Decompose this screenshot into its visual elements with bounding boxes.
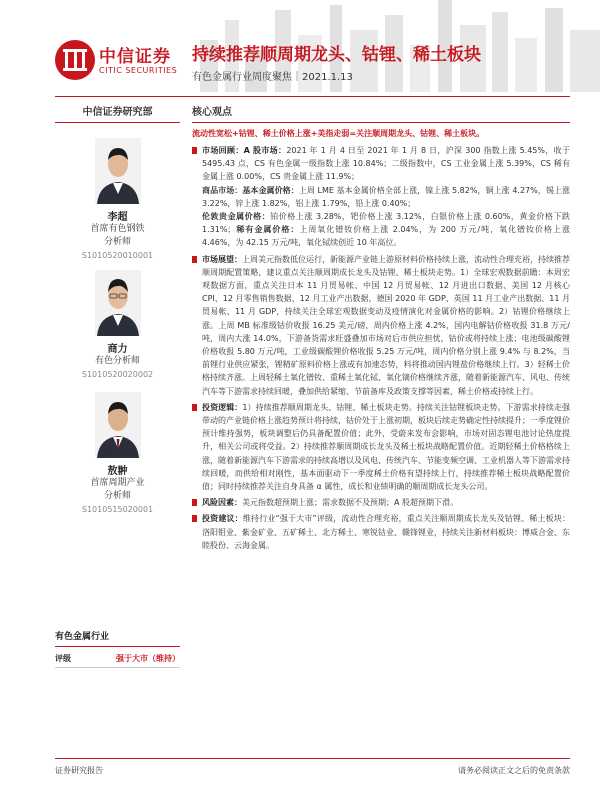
analyst-photo bbox=[95, 138, 141, 204]
investment-logic-label: 投资逻辑： bbox=[202, 402, 243, 412]
footer-report-type: 证券研究报告 bbox=[55, 766, 103, 775]
analyst-name: 敖翀 bbox=[107, 466, 128, 477]
rare-metal-text: 上周氧化镨钕价格上涨 2.04%，为 200 万元/吨，氧化镨钕价格上涨 4.46%，为 42.15 万元/吨，氧化铽续创近 10 年高位。 bbox=[202, 225, 570, 248]
analyst-photo bbox=[95, 392, 141, 458]
commodity-market-label: 商品市场：基本金属价格： bbox=[202, 185, 299, 195]
main-content bbox=[192, 103, 570, 552]
analyst-license-id: S1010515020001 bbox=[81, 505, 154, 514]
investment-advice-paragraph bbox=[192, 512, 570, 552]
analyst-license-id: S1010520010001 bbox=[81, 251, 154, 260]
footer-disclaimer: 请务必阅读正文之后的免责条款 bbox=[458, 766, 570, 775]
report-header bbox=[0, 0, 600, 92]
analyst-license-id: S1010520020002 bbox=[81, 370, 154, 379]
risk-factors-text: 美元指数超预期上涨；需求数据不及预期；A 股超预期下滑。 bbox=[242, 498, 459, 508]
stock-market-text: 2021 年 1 月 4 日至 2021 年 1 月 8 日，沪深 300 指数上涨 5.45%，收于 5495.43 点，CS 有色金属一级指数上涨 10.84%；二级指数中，CS 工业金属上涨 5.39%，CS 稀有金属上涨 0.00%，CS 贵金属上涨 11.9%； bbox=[202, 146, 570, 182]
analyst-photo bbox=[95, 270, 141, 336]
report-title: 持续推荐顺周期龙头、钴锂、稀土板块 bbox=[192, 45, 481, 65]
market-outlook-text: 上周美元指数低位运行，新能源产业链上游原材料价格持续上涨，流动性合理充裕，持续推荐顺周期配置策略，建议重点关注顺周期成长龙头及钴锂、稀土板块走势。1）全球宏观数据前瞻：本周宏观数据方面，重点关注日本 11 月贸易帐、中国 12 月贸易帐、12 月进出口数据、美国 12 月核心 CPI、12 月零售销售数据、12 月工业产出数据，德国 2020 年 GDP、英国 11 月工业产出数据、11 月贸易帐、11 月 GDP，持续关注全球宏观数据变动及疫情演化对金属价格的影响。2）钴锂价格继续上涨。上周 MB 标准级钴价收报 16.25 美元/磅，周内价格上涨 4.2%，国内电解钴价格收报 31.8 万元/吨，周内大涨 14.0%，下游备货需求旺盛叠加市场对后市供应担忧，钴价或将持续上涨；电池级碳酸锂价格收报 5.80 万元/吨，工业级碳酸锂价格收报 5.25 万元/吨，周内价格分别上涨 9.4% 与 8.2%，当前锂行业供应紧张，锂精矿原料价格上涨或有加速态势，料将推动国内锂盐价格继续上行。3）轻稀土价格持续齐涨。上周轻稀土氧化镨钕、重稀土氧化铽、氧化镝价格继续齐涨，随着新能源汽车、风电、传统汽车等下游需求持续回暖，叠加供给紧缩、节前备库及政策支撑等因素，稀土价格或持续上行。 bbox=[202, 254, 570, 396]
analyst-name: 李超 bbox=[107, 212, 128, 223]
footer-divider bbox=[55, 758, 570, 759]
brand-name-cn: 中信证券 bbox=[99, 47, 171, 67]
core-view-title: 核心观点 bbox=[192, 103, 570, 123]
commodity-market-paragraph bbox=[192, 184, 570, 210]
precious-metal-label: 伦敦贵金属价格： bbox=[202, 212, 271, 222]
precious-metal-text: 铂价格上涨 3.28%，钯价格上涨 3.12%，白银价格上涨 0.60%，黄金价格下跌 1.31%； bbox=[202, 212, 571, 235]
analyst-card bbox=[55, 138, 180, 262]
analyst-role: 首席周期产业 bbox=[90, 478, 145, 488]
analyst-role: 有色分析师 bbox=[94, 356, 140, 366]
market-outlook-label: 市场展望： bbox=[202, 254, 242, 264]
analyst-card bbox=[55, 392, 180, 516]
analyst-role: 分析师 bbox=[103, 237, 131, 247]
analyst-card bbox=[55, 270, 180, 381]
market-review-paragraph bbox=[192, 144, 570, 184]
risk-factors-label: 风险因素： bbox=[202, 498, 242, 508]
research-dept-title: 中信证券研究部 bbox=[55, 103, 180, 123]
citic-logo-icon bbox=[55, 40, 95, 80]
precious-metal-paragraph bbox=[192, 210, 570, 250]
report-subtitle: 有色金属行业周度聚焦｜2021.1.13 bbox=[192, 72, 353, 83]
analyst-name: 商力 bbox=[107, 344, 128, 355]
rating-label: 评级 bbox=[55, 654, 71, 663]
brand-name-en: CITIC SECURITIES bbox=[99, 66, 178, 75]
summary-line: 流动性宽松+钴锂、稀土价格上涨+美指走弱=关注顺周期龙头、钴锂、稀土板块。 bbox=[192, 129, 485, 138]
analyst-role: 分析师 bbox=[103, 491, 131, 501]
industry-name: 有色金属行业 bbox=[55, 629, 180, 647]
risk-factors-paragraph bbox=[192, 496, 570, 509]
commodity-market-text: 上周 LME 基本金属价格全部上涨，镍上涨 5.82%，铜上涨 4.27%，锡上涨 3.22%，锌上涨 1.82%，铝上涨 1.79%，铅上涨 0.40%； bbox=[202, 185, 571, 208]
citic-logo bbox=[55, 40, 183, 86]
industry-rating-box bbox=[55, 629, 180, 668]
market-review-label: 市场回顾： bbox=[202, 146, 244, 155]
investment-advice-label: 投资建议： bbox=[202, 514, 243, 524]
analyst-role: 首席有色钢铁 bbox=[90, 224, 145, 234]
rating-row bbox=[55, 653, 180, 668]
rating-value: 强于大市（维持） bbox=[116, 654, 180, 663]
sidebar bbox=[55, 103, 180, 123]
investment-logic-paragraph bbox=[192, 401, 570, 493]
investment-logic-text: 1）持续推荐顺周期龙头、钴锂、稀土板块走势。持续关注钴锂板块走势。下游需求持续走强带动的产业链价格上涨趋势预计将持续，钴价处于上涨初期，板块后续走势确定性持续提升；一季度锂价预计维持强势，板块调整后仍具备配置价值；此外，受蔚来发布会影响，市场对固态锂电池讨论热度提升，相关公司或将受益。2）持续推荐顺周期成长龙头及稀土板块战略配置价值。近期轻稀土价格格续上涨，随着新能源汽车下游需求的持续高增以及风电、传统汽车、节能变频空调、工业机器人等下游需求持续回暖，而供给相对刚性，基本面驱动下一季度稀土价格有望持续上行，持续推荐稀土板块战略配置价值；同时持续推荐关注自身具备 α 属性，成长和业绩明确的顺周期成长龙头公司。 bbox=[202, 402, 570, 492]
investment-advice-text: 维持行业“强于大市”评级，流动性合理充裕，重点关注顺周期成长龙头及钴锂、稀土板块：洛阳钼业、紫金矿业、五矿稀土、北方稀土、寒锐钴业、赣锋锂业，持续关注新材料板块：博威合金、东睦股份、云海金属。 bbox=[202, 514, 570, 550]
header-divider bbox=[55, 96, 570, 97]
rare-metal-label: 稀有金属价格： bbox=[235, 225, 300, 235]
market-outlook-paragraph bbox=[192, 253, 570, 398]
stock-market-label: A 股市场： bbox=[243, 146, 287, 155]
